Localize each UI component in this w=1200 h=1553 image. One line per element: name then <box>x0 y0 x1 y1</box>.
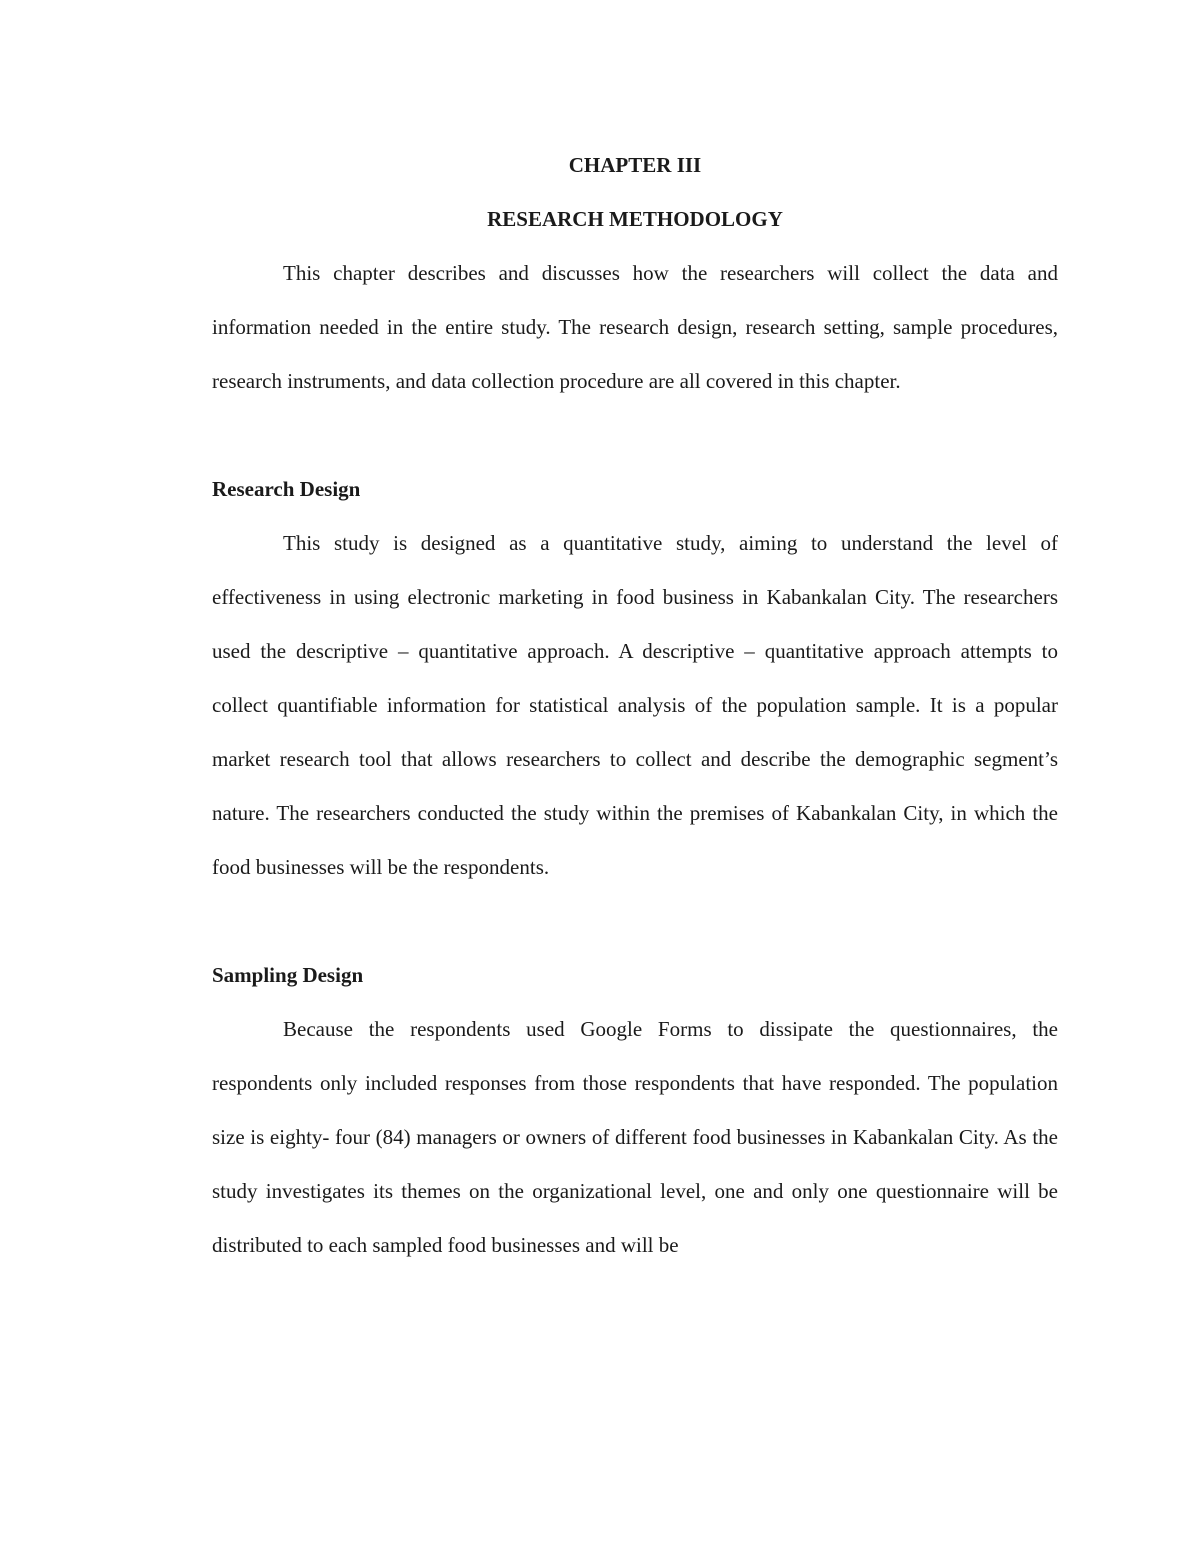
sampling-design-paragraph: Because the respondents used Google Forms to dissipate the questionnaires, the respondents only included responses from those respondents that have responded. The population size is eighty- four (84) managers or owners of different food businesses in Kabankalan City. As the study investigates its themes on the organizational level, one and only one questionnaire will be distributed to each sampled food businesses and will be <box>212 1017 1058 1257</box>
chapter-label: CHAPTER III <box>568 153 702 177</box>
research-design-paragraph: This study is designed as a quantitative study, aiming to understand the level of effectiveness in using electronic marketing in food business in Kabankalan City. The researchers used the descriptive – quantitative approach. A descriptive – quantitative approach attempts to collect quantifiable information for statistical analysis of the population sample. It is a popular market research tool that allows researchers to collect and describe the demographic segment’s nature. The researchers conducted the study within the premises of Kabankalan City, in which the food businesses will be the respondents. <box>212 531 1058 879</box>
intro-paragraph: This chapter describes and discusses how the researchers will collect the data and information needed in the entire study. The research design, research setting, sample procedures, research instruments, and data collection procedure are all covered in this chapter. <box>212 261 1058 393</box>
chapter-title: RESEARCH METHODOLOGY <box>487 207 783 231</box>
section-heading-sampling-design: Sampling Design <box>212 963 364 987</box>
page-content <box>212 138 1058 1272</box>
section-heading-research-design: Research Design <box>212 477 361 501</box>
